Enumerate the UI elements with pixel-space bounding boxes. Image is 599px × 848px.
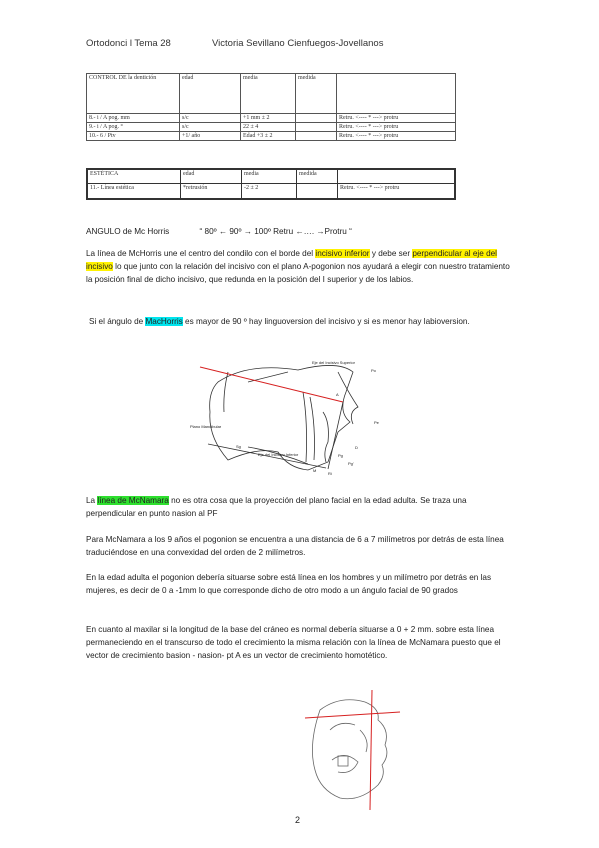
table-cell: 8.- i / A pog. mm [87, 114, 180, 123]
table-row [87, 183, 455, 199]
table-cell: +1 mm ± 2 [241, 114, 296, 123]
table-cell: s/c [180, 123, 241, 132]
text-run: lo que junto con la relación del incisivo con el plano A-pogonion nos ayudará a elegir con nuestro tratamiento la posición final de dicho incisivo, que redunda en la posición del I superior y de los labios. [86, 262, 510, 284]
figure-label: Pe [374, 420, 379, 425]
cephalometric-figure-mcnamara [300, 690, 405, 810]
angle-label: ANGULO de Mc Horris [86, 227, 170, 236]
table-header-cell: media [241, 74, 296, 114]
figure-label: Ri [328, 471, 332, 476]
figure-label: A [336, 392, 339, 397]
text-run: y debe ser [369, 249, 413, 258]
paragraph-pogonion-9-years: Para McNamara a los 9 años el pogonion se encuentra a una distancia de 6 a 7 milímetros por detrás de esta línea traduciéndose en una convexidad del orden de 2 milímetros. [86, 535, 504, 557]
control-denticion-table [86, 73, 456, 141]
table-header-cell: media [242, 169, 297, 183]
text-run: es mayor de 90 º hay linguoversion del incisivo y si es menor hay labioversion. [182, 317, 470, 326]
table-cell: Retru. <---- * ---> protru [337, 132, 456, 141]
mchorris-angle-line [86, 225, 516, 238]
table-header-cell: CONTROL DE la dentición [87, 74, 180, 114]
table-header-cell [337, 74, 456, 114]
table-cell: 11.- Línea estética [87, 183, 181, 199]
table-header-row [87, 74, 456, 114]
estetica-table [86, 168, 456, 200]
paragraph-mcnamara-line [86, 494, 516, 520]
text-run: La [86, 496, 98, 505]
paragraph-mchorris [86, 247, 516, 286]
paragraph-maxilar: En cuanto al maxilar si la longitud de la base del cráneo es normal debería situarse a 0 + 2 mm. sobre esta línea permaneciendo en el transcurso de todo el crecimiento la misma relación con la línea de McNamara puesto que el vector de crecimiento basion - nasion- pt A es un vector de crecimiento homotético. [86, 625, 501, 660]
table-cell: *retrusión [181, 183, 242, 199]
highlight-text: MacHorris [145, 317, 183, 326]
figure-label: D [355, 445, 358, 450]
table-cell: 10.- 6 / Ptv [87, 132, 180, 141]
figure-label: Sg [236, 444, 241, 449]
table-header-row [87, 169, 455, 183]
table-cell: 9.- i / A pog. ° [87, 123, 180, 132]
page-header [86, 38, 384, 49]
table-row [87, 132, 456, 141]
table-cell [297, 183, 338, 199]
table-cell: Retru. <---- * ---> protru [338, 183, 456, 199]
table-cell: Retru. <---- * ---> protru [337, 114, 456, 123]
highlight-text: perpendicular al eje del incisivo [86, 249, 497, 271]
table-header-cell: ESTÉTICA [87, 169, 181, 183]
table-cell: -2 ± 2 [242, 183, 297, 199]
table-header-cell: medida [297, 169, 338, 183]
table-cell [296, 123, 337, 132]
figure-label: Eje del Incisivo Inferior [258, 452, 299, 457]
cephalometric-figure-mchorris [188, 352, 393, 477]
text-run: no es otra cosa que la proyección del plano facial en la edad adulta. Se traza una perpendicular en punto nasion al PF [86, 496, 467, 518]
table-row [87, 114, 456, 123]
table-header-cell: edad [180, 74, 241, 114]
table-header-cell [338, 169, 456, 183]
figure-label: M [313, 468, 317, 473]
table-cell: 22 ± 4 [241, 123, 296, 132]
course-title: Ortodonci l Tema 28 [86, 38, 171, 49]
figure-label: Po [371, 368, 376, 373]
figure-label: Pg [338, 453, 343, 458]
text-run: Si el ángulo de [89, 317, 146, 326]
table-cell [296, 132, 337, 141]
figure-label: Plano Mandibular [190, 424, 222, 429]
text-run: La línea de McHorris une el centro del condilo con el borde del [86, 249, 316, 258]
highlight-text: incisivo inferior [315, 249, 370, 258]
angle-values: “ 80º ← 90º → 100º Retru ←…. →Protru “ [199, 227, 352, 236]
table-row [87, 123, 456, 132]
paragraph-machorris-angle [89, 315, 519, 328]
paragraph-adult-pogonion: En la edad adulta el pogonion debería situarse sobre está línea en los hombres y un milímetro por detrás en las mujeres, es decir de 0 a -1mm lo que corresponde dicho de otro modo a un ángulo facial de 90 grados [86, 573, 492, 595]
author-name: Victoria Sevillano Cienfuegos-Jovellanos [212, 38, 384, 49]
table-cell: +1/ año [180, 132, 241, 141]
table-cell: Retru. <---- * ---> protru [337, 123, 456, 132]
table-cell: Edad +3 ± 2 [241, 132, 296, 141]
table-header-cell: medida [296, 74, 337, 114]
table-cell [296, 114, 337, 123]
highlight-text: línea de McNamara [97, 496, 169, 505]
figure-label: Eje del Incisivo Superior [312, 360, 355, 365]
page-number: 2 [295, 815, 301, 825]
table-header-cell: edad [181, 169, 242, 183]
figure-label: Pg' [348, 461, 354, 466]
table-cell: s/c [180, 114, 241, 123]
